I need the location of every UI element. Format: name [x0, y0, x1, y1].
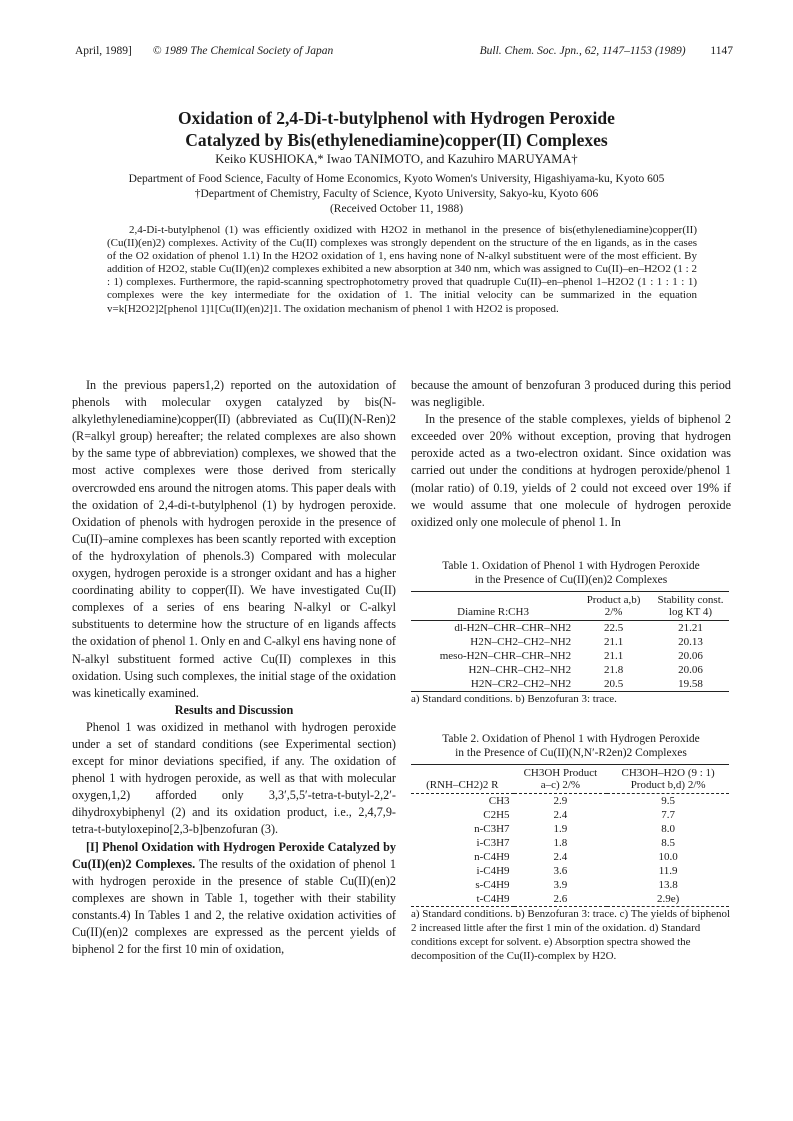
- table-2-header: (RNH–CH2)2 R: [426, 778, 499, 791]
- table-2-grid: [411, 764, 729, 907]
- table-1-header: Diamine R:CH3: [457, 605, 529, 618]
- table-2-header: CH3OH–H2O (9 : 1) Product b,d) 2/%: [621, 766, 715, 791]
- table-1-header: Stability const. log KT 4): [657, 593, 724, 618]
- table-row: CH3 2.9 9.5: [488, 794, 675, 807]
- results-paragraph-2-text: The results of the oxidation of phenol 1 with hydrogen peroxide in the presence of stable Cu(II)(en)2 complexes are shown in Table 1, together with their stability constants.4) In Tables 1 and 2, the relative oxidation activities of Cu(II)(en)2 complexes are expressed as the percent yields of biphenol 2 for the first 10 min of oxidation,: [72, 856, 396, 957]
- table-row: dl-H2N–CHR–CHR–NH2 22.5 21.21: [454, 621, 703, 634]
- table-2-header: CH3OH Product a–c) 2/%: [523, 766, 598, 791]
- table-2-footnotes: a) Standard conditions. b) Benzofuran 3: trace. c) The yields of biphenol 2 increased little after the first 1 min of the oxidation. d) Standard conditions except for solvent. e) Absorption spectra showed the decomposition of the Cu(II)-complex by H2O.: [411, 907, 731, 962]
- table-row: n-C3H7 1.9 8.0: [474, 822, 675, 835]
- intro-paragraph: In the previous papers1,2) reported on the autoxidation of phenols with molecular oxygen catalyzed by bis(N-alkylethylenediamine)copper(II) (abbreviated as Cu(II)(N-Ren)2 (R=alkyl group) hereafter; the related complexes are also shown by the same type of abbreviation) complexes, we showed that the most active complexes were those derived from sterically overcrowded ens around the nitrogen atoms. This paper deals with the oxidation of 2,4-di-t-butylphenol (1) by hydrogen peroxide. Oxidation of phenols with hydrogen peroxide in the presence of Cu(II)–amine complexes has been scantly reported with exception of the hydroxylation of phenols.3) Compared with molecular oxygen, hydrogen peroxide is a stronger oxidant and has a higher coordinating ability to copper(II). We have investigated Cu(II) complexes of a series of ens bearing N-alkyl or C-alkyl substituents to determine how the structure of en ligands affects the oxidation of phenol 1. Only en and C-alkyl ens having none of N-alkyl substituent formed active Cu(II) complexes in this oxidation. Using such complexes, the initial stage of the oxidation was kinetically examined.: [72, 378, 397, 700]
- page-number: 1147: [710, 45, 733, 57]
- table-row: H2N–CH2–CH2–NH2 21.1 20.13: [470, 635, 703, 648]
- author-list: Keiko KUSHIOKA,* Iwao TANIMOTO, and Kazuhiro MARUYAMA†: [215, 152, 578, 166]
- left-column: [72, 377, 396, 958]
- results-paragraph-1: Phenol 1 was oxidized in methanol with hydrogen peroxide under a set of standard conditions (see Experimental section) except for minor deviations specified, if any. The oxidation of phenol 1 with hydrogen peroxide, as well as that with molecular oxygen,1,2) afforded only 3,3′,5,5′-tetra-t-butyl-2,2′-dihydroxybiphenyl (2) and its oxidation product, i.e., 2,4,7,9-tetra-t-butyloxepino[2,3-b]benzofuran (3).: [72, 719, 396, 837]
- affiliation-1: Department of Food Science, Faculty of Home Economics, Kyoto Women's University, Higashiyama-ku, Kyoto 605: [128, 173, 665, 185]
- table-1-header: Product a,b) 2/%: [586, 593, 641, 618]
- table-1-grid: [411, 591, 729, 692]
- table-row: meso-H2N–CHR–CHR–NH2 21.1 20.06: [439, 649, 703, 662]
- running-head: [75, 45, 733, 61]
- title-line-2: Catalyzed by Bis(ethylenediamine)copper(II) Complexes: [185, 130, 608, 150]
- table-2: [411, 732, 731, 963]
- discussion-paragraph: In the presence of the stable complexes, yields of biphenol 2 exceeded over 20% without exception, proving that hydrogen peroxide acted as a two-electron oxidant. Since oxidation was carried out under the conditions at hydrogen peroxide/phenol 1 (molar ratio) of 0.19, yields of 2 could not exceed over 19% if we would assume that one molecule of hydrogen peroxide oxidized only one molecule of phenol 1. In: [411, 412, 731, 529]
- results-paragraph-2: [72, 839, 396, 959]
- abstract-text: 2,4-Di-t-butylphenol (1) was efficiently oxidized with H2O2 in methanol in the presence of bis(ethylenediamine)copper(II) (Cu(II)(en)2) complexes. Activity of the Cu(II) complexes was strongly dependent on the structure of the en ligands, as in the cases of the O2 oxidation of phenol 1.1) In the H2O2 oxidation of 1, ens having none of N-alkyl substituent were of the most efficient. By addition of H2O2, stable Cu(II)(en)2 complexes exhibited a new absorption at 340 nm, which was assigned to Cu(II)–en–H2O2 (1 : 2 : 1) complexes. Furthermore, the rapid-scanning spectrophotometry proved that quadruple Cu(II)–en–phenol 1–H2O2 (1 : 1 : 1 : 1) complexes were the key intermediate for the oxidation of 1. The initial velocity can be summarized in the equation v=k[H2O2]2[phenol 1]1[Cu(II)(en)2]1. The oxidation mechanism of phenol 1 with H2O2 is proposed.: [107, 224, 697, 315]
- table-row: i-C4H9 3.6 11.9: [476, 864, 678, 877]
- copyright-notice: © 1989 The Chemical Society of Japan: [152, 45, 334, 57]
- table-row: s-C4H9 3.9 13.8: [475, 878, 678, 891]
- issue-date: April, 1989]: [75, 45, 132, 57]
- section-heading: Results and Discussion: [174, 702, 294, 717]
- journal-citation: Bull. Chem. Soc. Jpn., 62, 1147–1153 (1989): [479, 45, 686, 57]
- received-date: (Received October 11, 1988): [329, 203, 464, 215]
- table-row: n-C4H9 2.4 10.0: [474, 850, 678, 863]
- table-row: C2H5 2.4 7.7: [483, 808, 675, 821]
- title-line-1: Oxidation of 2,4-Di-t-butylphenol with Hydrogen Peroxide: [178, 108, 615, 128]
- affiliation-2: †Department of Chemistry, Faculty of Science, Kyoto University, Sakyo-ku, Kyoto 606: [194, 188, 599, 200]
- table-row: t-C4H9 2.6 2.9e): [411, 892, 729, 907]
- table-1-footnotes: a) Standard conditions. b) Benzofuran 3: trace.: [411, 692, 617, 705]
- table-1: [411, 559, 731, 706]
- table-1-caption: Table 1. Oxidation of Phenol 1 with Hydrogen Peroxide in the Presence of Cu(II)(en)2 Complexes: [442, 559, 700, 586]
- table-row: H2N–CR2–CH2–NH2 20.5 19.58: [411, 677, 729, 692]
- abstract: [107, 224, 697, 316]
- continued-paragraph: because the amount of benzofuran 3 produced during this period was negligible.: [411, 378, 731, 410]
- right-column: [411, 377, 731, 963]
- subsection-heading: [I] Phenol Oxidation with Hydrogen Peroxide Catalyzed by Cu(II)(en)2 Complexes.: [72, 839, 396, 871]
- table-row: i-C3H7 1.8 8.5: [476, 836, 675, 849]
- paper-title: [60, 107, 733, 151]
- table-row: H2N–CHR–CH2–NH2 21.8 20.06: [468, 663, 703, 676]
- table-2-caption: Table 2. Oxidation of Phenol 1 with Hydrogen Peroxide in the Presence of Cu(II)(N,N′-R2en)2 Complexes: [442, 732, 700, 759]
